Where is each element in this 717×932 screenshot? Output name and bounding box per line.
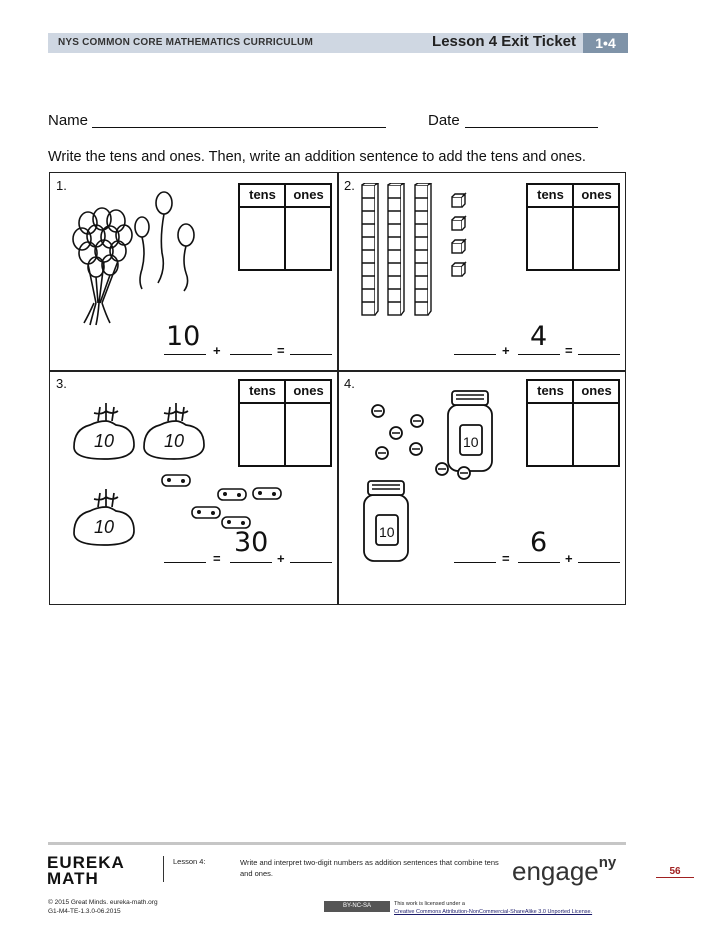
tens-answer-box[interactable] bbox=[528, 404, 572, 467]
answer-blank[interactable] bbox=[290, 354, 332, 355]
problem-3 bbox=[50, 371, 337, 568]
brand-superscript: ny bbox=[598, 854, 617, 871]
answer-blank[interactable] bbox=[454, 354, 496, 355]
date-field[interactable] bbox=[465, 127, 598, 128]
engageny-logo bbox=[512, 856, 616, 887]
ones-answer-box[interactable] bbox=[286, 404, 330, 467]
equals-sign: = bbox=[502, 551, 510, 566]
place-value-table bbox=[238, 379, 332, 467]
ones-header: ones bbox=[581, 187, 612, 202]
ones-answer-box[interactable] bbox=[574, 208, 618, 271]
brand-text: engage bbox=[512, 856, 599, 886]
page-number: 56 bbox=[656, 866, 694, 878]
lesson-description: Write and interpret two-digit numbers as addition sentences that combine tens and ones. bbox=[240, 858, 499, 878]
handwritten-answer: 10 bbox=[166, 321, 201, 352]
page-title: Lesson 4 Exit Ticket bbox=[432, 33, 576, 50]
tens-answer-box[interactable] bbox=[240, 404, 284, 467]
date-label: Date bbox=[428, 112, 460, 129]
base-ten-blocks-picture bbox=[360, 183, 472, 318]
bag-label: 10 bbox=[94, 517, 115, 537]
ones-header: ones bbox=[581, 383, 612, 398]
problem-4 bbox=[338, 371, 625, 568]
plus-sign: + bbox=[213, 343, 221, 358]
problem-grid bbox=[49, 172, 626, 605]
equals-sign: = bbox=[565, 343, 573, 358]
tens-header: tens bbox=[537, 187, 564, 202]
problem-number: 4. bbox=[344, 376, 355, 391]
ones-answer-box[interactable] bbox=[574, 404, 618, 467]
logo-line-1: EUREKA bbox=[47, 853, 125, 872]
license-text bbox=[394, 900, 592, 916]
answer-blank[interactable] bbox=[518, 562, 560, 563]
footer-separator bbox=[48, 842, 626, 845]
lesson-label: Lesson 4: bbox=[173, 857, 206, 866]
problem-number: 1. bbox=[56, 178, 67, 193]
handwritten-answer: 30 bbox=[234, 527, 269, 558]
place-value-table bbox=[526, 379, 620, 467]
answer-blank[interactable] bbox=[454, 562, 496, 563]
bag-label: 10 bbox=[164, 431, 185, 451]
handwritten-answer: 4 bbox=[530, 321, 548, 352]
answer-blank[interactable] bbox=[578, 562, 620, 563]
license-link[interactable]: Creative Commons Attribution-NonCommercial-ShareAlike 3.0 Unported License. bbox=[394, 909, 593, 915]
bag-label: 10 bbox=[94, 431, 115, 451]
document-code: G1-M4-TE-1.3.0-06.2015 bbox=[48, 908, 121, 915]
answer-blank[interactable] bbox=[518, 354, 560, 355]
curriculum-label: NYS COMMON CORE MATHEMATICS CURRICULUM bbox=[58, 37, 313, 48]
problem-number: 2. bbox=[344, 178, 355, 193]
jars-and-beads-picture bbox=[352, 385, 512, 565]
plus-sign: + bbox=[565, 551, 573, 566]
answer-blank[interactable] bbox=[164, 562, 206, 563]
tens-header: tens bbox=[249, 187, 276, 202]
plus-sign: + bbox=[502, 343, 510, 358]
problem-2 bbox=[338, 173, 625, 370]
jar-label: 10 bbox=[463, 434, 479, 450]
place-value-table bbox=[526, 183, 620, 271]
answer-blank[interactable] bbox=[164, 354, 206, 355]
handwritten-answer: 6 bbox=[530, 527, 548, 558]
tens-header: tens bbox=[537, 383, 564, 398]
tens-answer-box[interactable] bbox=[528, 208, 572, 271]
problem-1 bbox=[50, 173, 337, 370]
equals-sign: = bbox=[213, 551, 221, 566]
tens-header: tens bbox=[249, 383, 276, 398]
cc-license-badge[interactable]: BY-NC-SA bbox=[324, 901, 390, 912]
answer-blank[interactable] bbox=[578, 354, 620, 355]
logo-line-2: MATH bbox=[47, 869, 99, 888]
jar-label: 10 bbox=[379, 524, 395, 540]
page-header bbox=[48, 33, 628, 53]
instructions: Write the tens and ones. Then, write an addition sentence to add the tens and ones. bbox=[48, 149, 586, 165]
plus-sign: + bbox=[277, 551, 285, 566]
name-label: Name bbox=[48, 112, 89, 129]
license-line-1: This work is licensed under a bbox=[394, 901, 465, 907]
balloons-picture bbox=[66, 191, 196, 329]
copyright: © 2015 Great Minds. eureka-math.org bbox=[48, 899, 158, 906]
tens-answer-box[interactable] bbox=[240, 208, 284, 271]
ones-header: ones bbox=[293, 187, 324, 202]
answer-blank[interactable] bbox=[230, 354, 272, 355]
answer-blank[interactable] bbox=[230, 562, 272, 563]
ones-answer-box[interactable] bbox=[286, 208, 330, 271]
eureka-math-logo bbox=[47, 855, 125, 887]
problem-number: 3. bbox=[56, 376, 67, 391]
module-badge: 1•4 bbox=[583, 33, 628, 53]
answer-blank[interactable] bbox=[290, 562, 332, 563]
place-value-table bbox=[238, 183, 332, 271]
name-field[interactable] bbox=[92, 127, 386, 128]
footer-divider bbox=[163, 856, 164, 882]
ones-header: ones bbox=[293, 383, 324, 398]
equals-sign: = bbox=[277, 343, 285, 358]
